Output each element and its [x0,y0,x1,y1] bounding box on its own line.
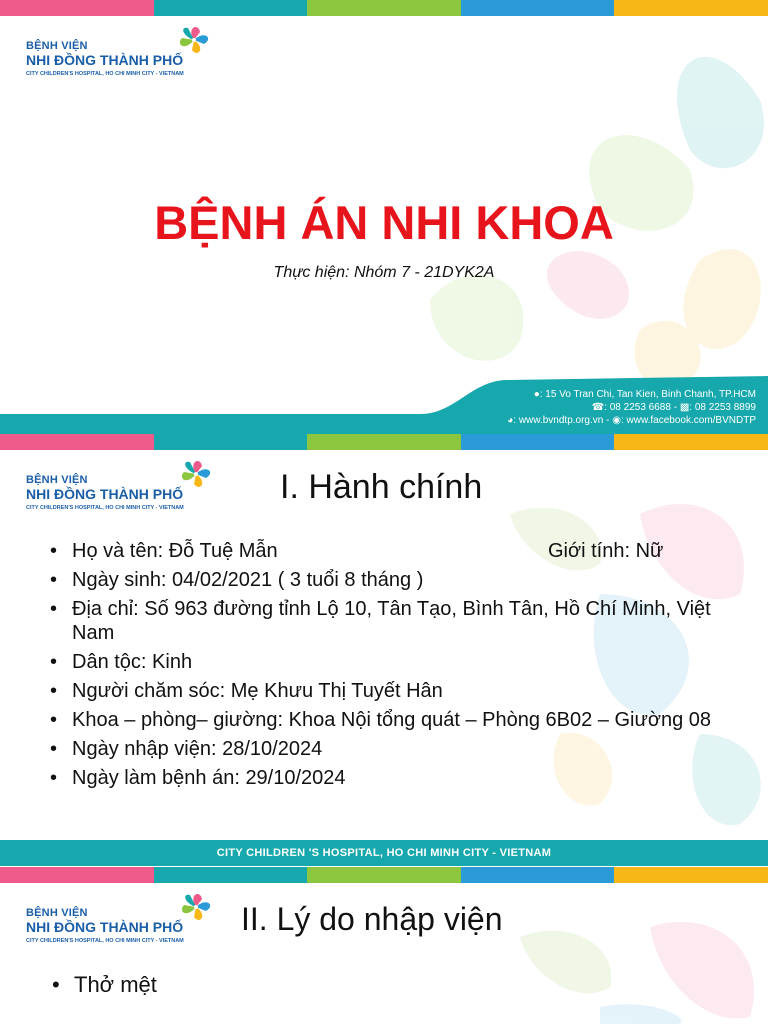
list-item: • Ngày sinh: 04/02/2021 ( 3 tuổi 8 tháng ) [46,568,726,592]
logo-line3: CITY CHILDREN'S HOSPITAL, HO CHI MINH CITY - VIETNAM [26,505,184,511]
logo-line1: BỆNH VIỆN [26,907,88,919]
slide-title [0,0,768,434]
patient-info-list [46,539,726,795]
pinwheel-flower-icon [174,22,214,58]
web-line [507,414,756,427]
address-line [507,388,756,401]
phone-text: : 08 2253 6688 - [604,402,678,413]
slide-administrative [0,434,768,867]
web-text: : www.bvndtp.org.vn - [513,415,610,426]
logo-line2: NHI ĐỒNG THÀNH PHỐ [26,52,184,68]
color-bar [0,867,768,883]
logo-line1: BỆNH VIỆN [26,40,88,52]
facebook-icon: ◉ [612,415,621,426]
list-item: • Người chăm sóc: Mẹ Khưu Thị Tuyết Hân [46,679,726,703]
slide-footer: CITY CHILDREN 'S HOSPITAL, HO CHI MINH CITY - VIETNAM [0,840,768,866]
contact-block [507,388,756,427]
globe-icon: ◕ [507,415,514,426]
location-pin-icon: ● [533,389,540,400]
list-item: • Ngày nhập viện: 28/10/2024 [46,737,726,761]
reason-list [48,973,648,1002]
logo-line1: BỆNH VIỆN [26,474,88,486]
phone-icon: ☎ [591,402,605,413]
slide-reason [0,867,768,1024]
hospital-logo [26,907,216,947]
pinwheel-flower-icon [176,889,216,925]
list-item [46,539,726,563]
list-item: • Thở mệt [48,973,648,997]
logo-line2: NHI ĐỒNG THÀNH PHỐ [26,486,184,502]
slide-title-text: BỆNH ÁN NHI KHOA [154,196,614,249]
section-heading: II. Lý do nhập viện [241,901,503,937]
facebook-text: : www.facebook.com/BVNDTP [620,415,756,426]
slide-subtitle: Thực hiện: Nhóm 7 - 21DYK2A [273,264,495,281]
list-item: • Khoa – phòng– giường: Khoa Nội tổng quát – Phòng 6B02 – Giường 08 [46,708,726,732]
logo-line3: CITY CHILDREN'S HOSPITAL, HO CHI MINH CITY - VIETNAM [26,938,184,944]
section-heading: I. Hành chính [280,468,483,506]
hospital-logo [26,474,216,514]
list-item: • Địa chỉ: Số 963 đường tỉnh Lộ 10, Tân Tạo, Bình Tân, Hồ Chí Minh, Việt Nam [46,597,726,645]
address-text: : 15 Vo Tran Chi, Tan Kien, Binh Chanh, TP.HCM [539,389,756,400]
patient-gender: Giới tính: Nữ [548,540,664,562]
hospital-logo [26,40,216,80]
list-item: • Dân tộc: Kinh [46,650,726,674]
color-bar [0,434,768,450]
fax-icon: ▩ [679,402,690,413]
pinwheel-flower-icon [176,456,216,492]
color-bar [0,0,768,16]
list-item: • Ngày làm bệnh án: 29/10/2024 [46,766,726,790]
phone-line [507,401,756,414]
logo-line3: CITY CHILDREN'S HOSPITAL, HO CHI MINH CITY - VIETNAM [26,71,184,77]
logo-line2: NHI ĐỒNG THÀNH PHỐ [26,919,184,935]
patient-name: Họ và tên: Đỗ Tuệ Mẫn [72,540,278,562]
fax-text: : 08 2253 8899 [689,402,756,413]
